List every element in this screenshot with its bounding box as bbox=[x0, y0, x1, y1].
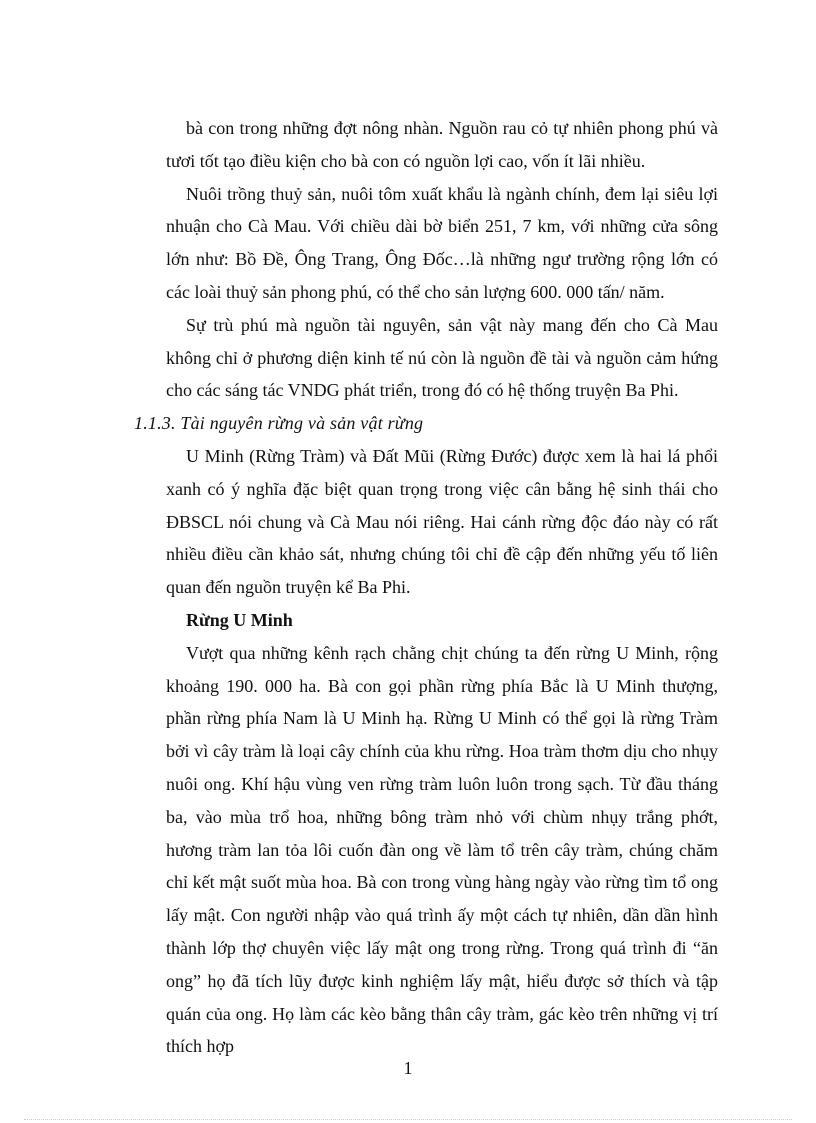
subheading-u-minh: Rừng U Minh bbox=[186, 609, 293, 630]
paragraph-forest-intro: U Minh (Rừng Tràm) và Đất Mũi (Rừng Đước) được xem là hai lá phổi xanh có ý nghĩa đặc biệt quan trọng trong việc cân bằng hệ sinh thái cho ĐBSCL nói chung và Cà Mau nói riêng. Hai cánh rừng độc đáo này có rất nhiều điều cần khảo sát, nhưng chúng tôi chỉ đề cập đến những yếu tố liên quan đến nguồn truyện kể Ba Phi. bbox=[166, 445, 718, 598]
paragraph-natural-resources: bà con trong những đợt nông nhàn. Nguồn rau cỏ tự nhiên phong phú và tươi tốt tạo điều kiện cho bà con có nguồn lợi cao, vốn ít lãi nhiều. bbox=[166, 118, 718, 171]
paragraph-u-minh: Vượt qua những kênh rạch chằng chịt chúng ta đến rừng U Minh, rộng khoảng 190. 000 ha. Bà con gọi phần rừng phía Bắc là U Minh thượng, phần rừng phía Nam là U Minh hạ. Rừng U Minh có thể gọi là rừng Tràm bởi vì cây tràm là loại cây chính của khu rừng. Hoa tràm thơm dịu cho nhụy nuôi ong. Khí hậu vùng ven rừng tràm luôn luôn trong sạch. Từ đầu tháng ba, vào mùa trổ hoa, những bông tràm nhỏ với chùm nhụy trắng phớt, hương tràm lan tỏa lôi cuốn đàn ong về làm tổ trên cây tràm, chúng chăm chỉ kết mật suốt mùa hoa. Bà con trong vùng hàng ngày vào rừng tìm tổ ong lấy mật. Con người nhập vào quá trình ấy một cách tự nhiên, dần dần hình thành lớp thợ chuyên việc lấy mật ong trong rừng. Trong quá trình đi “ăn ong” họ đã tích lũy được kinh nghiệm lấy mật, hiểu được sở thích và tập quán của ong. Họ làm các kèo bằng thân cây tràm, gác kèo trên những vị trí thích hợp bbox=[166, 642, 718, 1057]
page-number: 1 bbox=[403, 1058, 413, 1078]
page-bottom-divider bbox=[24, 1119, 792, 1120]
paragraph-aquaculture: Nuôi trồng thuỷ sản, nuôi tôm xuất khẩu là ngành chính, đem lại siêu lợi nhuận cho Cà Mau. Với chiều dài bờ biển 251, 7 km, với những cửa sông lớn như: Bồ Đề, Ông Trang, Ông Đốc…là những ngư trường rộng lớn có các loài thuỷ sản phong phú, có thể cho sản lượng 600. 000 tấn/ năm. bbox=[166, 183, 718, 302]
paragraph-cultural-impact: Sự trù phú mà nguồn tài nguyên, sản vật này mang đến cho Cà Mau không chỉ ở phương diện kinh tế nú còn là nguồn đề tài và nguồn cảm hứng cho các sáng tác VNDG phát triển, trong đó có hệ thống truyện Ba Phi. bbox=[166, 314, 718, 401]
page-body bbox=[134, 112, 718, 1063]
section-heading: 1.1.3. Tài nguyên rừng và sản vật rừng bbox=[134, 413, 424, 434]
